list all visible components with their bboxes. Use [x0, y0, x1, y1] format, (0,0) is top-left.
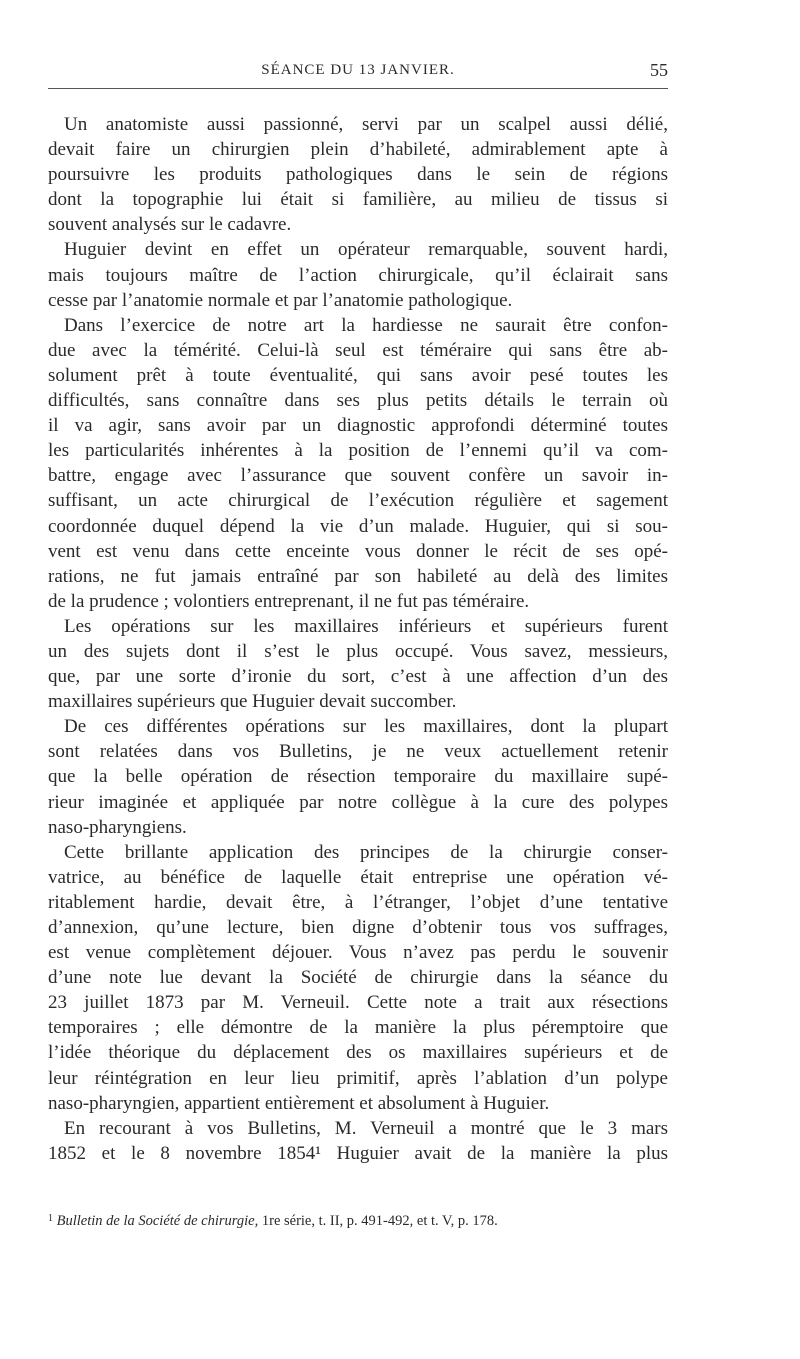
text-line: 1852 et le 8 novembre 1854¹ Huguier avait de la manière la plus	[48, 1142, 668, 1164]
text-line: poursuivre les produits pathologiques dans le sein de régions	[48, 164, 668, 186]
text-line: un des sujets dont il s’est le plus occupé. Vous savez, messieurs,	[48, 640, 668, 662]
text-line: De ces différentes opérations sur les maxillaires, dont la plupart	[64, 716, 668, 738]
text-line: naso-pharyngien, appartient entièrement et absolument à Huguier.	[48, 1092, 550, 1114]
text-line: leur réintégration en leur lieu primitif, après l’ablation d’un polype	[48, 1067, 668, 1089]
text-line: d’annexion, qu’une lecture, bien digne d’obtenir tous vos suffrages,	[48, 917, 668, 938]
footnote	[48, 1213, 668, 1230]
page-header	[48, 58, 668, 88]
footnote-marker: 1	[48, 1213, 53, 1224]
text-line: rieur imaginée et appliquée par notre collègue à la cure des polypes	[48, 791, 668, 813]
text-line: les particularités inhérentes à la position de l’ennemi qu’il va com-	[48, 440, 668, 462]
text-line: 23 juillet 1873 par M. Verneuil. Cette note a trait aux résections	[48, 992, 668, 1014]
body-text	[48, 112, 668, 1166]
text-line: que la belle opération de résection temporaire du maxillaire supé-	[48, 766, 668, 788]
text-line: vatrice, au bénéfice de laquelle était entreprise une opération vé-	[48, 866, 668, 888]
text-line: suffisant, un acte chirurgical de l’exécution régulière et sagement	[48, 490, 668, 512]
text-line: dont la topographie lui était si familière, au milieu de tissus si	[48, 189, 668, 211]
text-line: due avec la témérité. Celui-là seul est téméraire qui sans être ab-	[48, 339, 668, 361]
text-line: est venue complètement déjouer. Vous n’avez pas perdu le souvenir	[48, 942, 668, 964]
text-line: que, par une sorte d’ironie du sort, c’est à une affection d’un des	[48, 666, 668, 688]
text-line: battre, engage avec l’assurance que souvent confère un savoir in-	[48, 465, 668, 487]
text-line: maxillaires supérieurs que Huguier devait succomber.	[48, 691, 457, 713]
text-line: Un anatomiste aussi passionné, servi par un scalpel aussi délié,	[64, 114, 668, 135]
text-line: devait faire un chirurgien plein d’habileté, admirablement apte à	[48, 139, 668, 161]
text-line: il va agir, sans avoir par un diagnostic approfondi déterminé toutes	[48, 415, 668, 437]
text-line: vent est venu dans cette enceinte vous donner le récit de ses opé-	[48, 540, 668, 562]
footnote-source-title: Bulletin de la Société de chirurgie,	[56, 1213, 259, 1229]
text-line: mais toujours maître de l’action chirurgicale, qu’il éclairait sans	[48, 264, 668, 286]
text-line: Dans l’exercice de notre art la hardiesse ne saurait être confon-	[64, 314, 668, 336]
header-rule	[48, 88, 668, 89]
text-line: d’une note lue devant la Société de chirurgie dans la séance du	[48, 967, 668, 989]
page-number: 55	[650, 60, 668, 80]
text-line: En recourant à vos Bulletins, M. Verneuil a montré que le 3 mars	[64, 1117, 668, 1139]
text-line: souvent analysés sur le cadavre.	[48, 214, 292, 236]
text-line: de la prudence ; volontiers entreprenant, il ne fut pas téméraire.	[48, 590, 530, 612]
footnote-details: 1re série, t. II, p. 491-492, et t. V, p. 178.	[261, 1213, 498, 1229]
text-line: rations, ne fut jamais entraîné par son habileté au delà des limites	[48, 565, 668, 587]
text-line: ritablement hardie, devait être, à l’étranger, l’objet d’une tentative	[48, 891, 668, 913]
text-line: naso-pharyngiens.	[48, 816, 187, 838]
text-line: Huguier devint en effet un opérateur remarquable, souvent hardi,	[64, 239, 668, 261]
text-line: cesse par l’anatomie normale et par l’anatomie pathologique.	[48, 289, 513, 311]
text-line: l’idée théorique du déplacement des os maxillaires supérieurs et de	[48, 1042, 668, 1064]
text-line: temporaires ; elle démontre de la manière la plus péremptoire que	[48, 1017, 668, 1039]
running-title: SÉANCE DU 13 JANVIER.	[261, 62, 455, 78]
text-line: difficultés, sans connaître dans ses plus petits détails le terrain où	[48, 390, 668, 412]
text-line: Cette brillante application des principes de la chirurgie conser-	[64, 841, 668, 863]
text-line: Les opérations sur les maxillaires inférieurs et supérieurs furent	[64, 615, 668, 637]
text-line: sont relatées dans vos Bulletins, je ne veux actuellement retenir	[48, 741, 668, 763]
text-line: coordonnée duquel dépend la vie d’un malade. Huguier, qui si sou-	[48, 515, 668, 537]
text-line: solument prêt à toute éventualité, qui sans avoir pesé toutes les	[48, 364, 668, 386]
